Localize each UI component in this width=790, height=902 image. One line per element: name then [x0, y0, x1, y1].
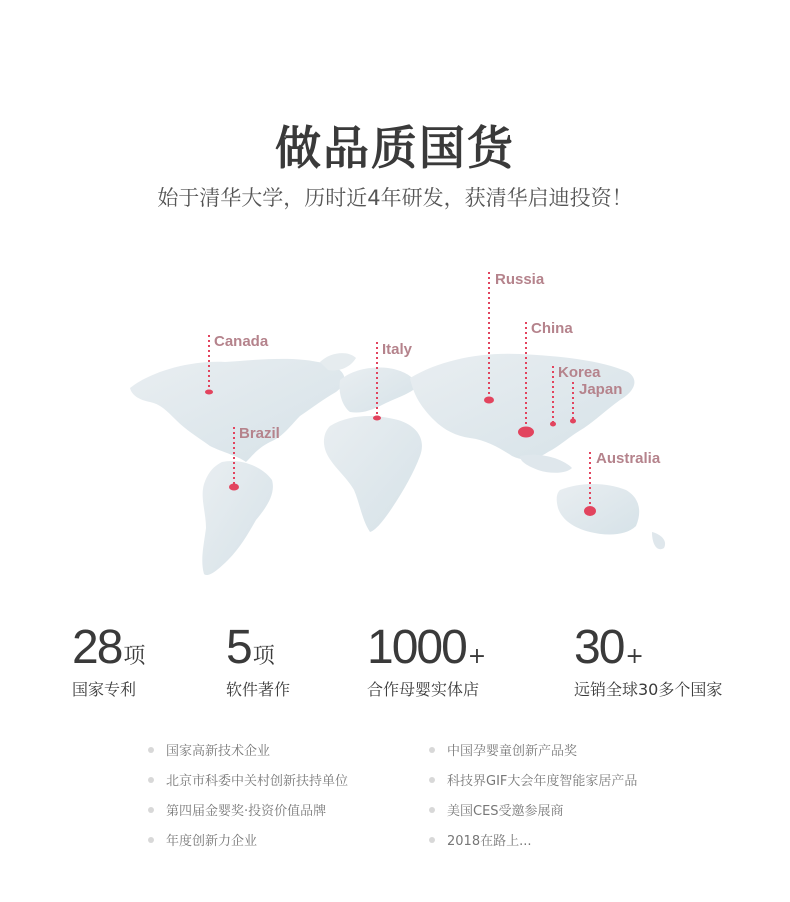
award-item: 2018在路上... [429, 832, 531, 852]
stat-unit: + [467, 644, 487, 669]
south-america-shape [202, 461, 273, 575]
stat-label: 合作母婴实体店 [367, 680, 480, 699]
bullet-icon [429, 837, 435, 843]
italy-pin [373, 416, 381, 421]
award-item: 国家高新技术企业 [148, 742, 270, 762]
bullet-icon [148, 807, 154, 813]
stat-stores [367, 620, 486, 700]
china-pin [518, 427, 534, 438]
stat-unit: + [625, 644, 644, 669]
russia-label: Russia [495, 271, 545, 288]
southeast-asia-shape [520, 455, 572, 473]
bullet-icon [148, 747, 154, 753]
russia-pin [484, 397, 494, 404]
korea-label: Korea [558, 364, 601, 381]
canada-label: Canada [214, 333, 269, 350]
stat-value: 30 [574, 621, 624, 674]
stat-value: 1000 [367, 621, 466, 674]
korea-pin [550, 422, 556, 427]
new-zealand-shape [652, 532, 665, 549]
stat-unit: 项 [123, 644, 146, 669]
stat-value: 5 [226, 621, 251, 674]
asia-shape [410, 354, 634, 460]
award-item: 北京市科委中关村创新扶持单位 [148, 772, 348, 792]
award-item: 年度创新力企业 [148, 832, 257, 852]
stat-countries [574, 620, 722, 700]
africa-shape [324, 416, 422, 532]
australia-shape [557, 484, 640, 534]
north-america-shape [130, 359, 344, 462]
stat-label: 远销全球30多个国家 [574, 680, 723, 699]
bullet-icon [148, 837, 154, 843]
japan-label: Japan [579, 381, 623, 398]
stat-patents [72, 620, 145, 700]
bullet-icon [429, 777, 435, 783]
brazil-label: Brazil [239, 425, 280, 442]
australia-label: Australia [596, 450, 661, 467]
bullet-icon [148, 777, 154, 783]
canada-pin [205, 390, 213, 395]
page-title: 做品质国货 [275, 121, 515, 175]
bullet-icon [429, 747, 435, 753]
europe-shape [339, 368, 418, 413]
japan-pin [570, 419, 576, 424]
award-item: 中国孕婴童创新产品奖 [429, 742, 577, 762]
page-subtitle: 始于清华大学，历时近4年研发，获清华启迪投资！ [157, 186, 633, 210]
australia-pin [584, 506, 596, 516]
bullet-icon [429, 807, 435, 813]
stat-software [226, 620, 290, 700]
award-item: 科技界GIF大会年度智能家居产品 [429, 772, 637, 792]
award-item: 第四届金婴奖·投资价值品牌 [148, 802, 326, 822]
stat-value: 28 [72, 621, 122, 674]
stat-unit: 项 [252, 644, 275, 669]
stat-label: 软件著作 [226, 680, 291, 699]
stat-label: 国家专利 [72, 680, 137, 699]
china-label: China [531, 320, 573, 337]
award-item: 美国CES受邀参展商 [429, 802, 564, 822]
brazil-pin [229, 484, 239, 491]
italy-label: Italy [382, 341, 413, 358]
